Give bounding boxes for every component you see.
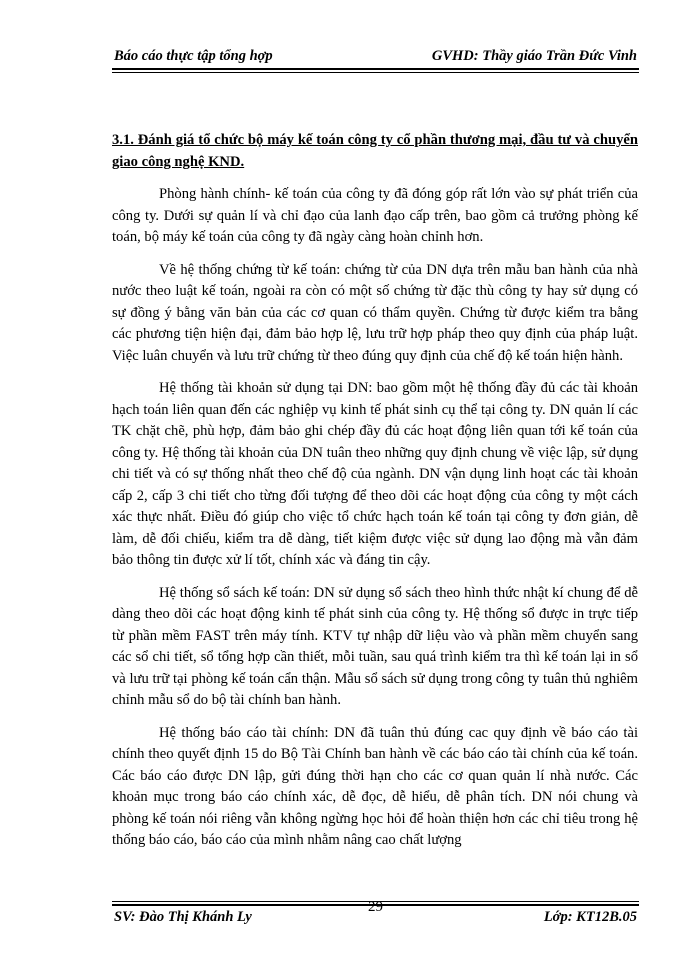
paragraph-ledgers: Hệ thống sổ sách kế toán: DN sử dụng sổ sách theo hình thức nhật kí chung để dễ dàng theo dõi các hoạt động kinh tế phát sinh của công ty. Hệ thống sổ được in trực tiếp từ phần mềm FAST trên máy tính. KTV tự nhập dữ liệu vào và phần mềm chuyển sang các sổ chi tiết, sổ tổng hợp cần thiết, mỗi tuần, sau quá trình kiểm tra thì kế toán lại in sổ và lưu trữ tại phòng kế toán cẩn thận. Mẫu sổ sách sử dụng trong công ty tuân thủ nghiêm chỉnh mẫu sổ do bộ tài chính ban hành.: [112, 584, 638, 708]
header-report-title: Báo cáo thực tập tổng hợp: [114, 48, 273, 64]
header-supervisor: GVHD: Thầy giáo Trần Đức Vinh: [431, 48, 637, 64]
page-number: 29: [368, 899, 383, 915]
paragraph-accounting-department: Phòng hành chính- kế toán của công ty đã đóng góp rất lớn vào sự phát triển của công ty. Dưới sự quản lí và chỉ đạo của lanh đạo cấp trên, bao gồm cả trưởng phòng kế toán, bộ máy kế toán của công ty đã ngày càng hoàn chỉnh hơn.: [112, 186, 638, 245]
footer-student: SV: Đào Thị Khánh Ly: [114, 909, 252, 925]
page-footer: [112, 899, 639, 931]
page-body: [112, 130, 638, 863]
paragraph-vouchers: Về hệ thống chứng từ kế toán: chứng từ của DN dựa trên mẫu ban hành của nhà nước theo luật kế toán, ngoài ra còn có một số chứng từ đặc thù công ty hay sử dụng có sự đồng ý bằng văn bản của các cơ quan có thẩm quyền. Chứng từ được kiểm tra bằng các phương tiện hiện đại, đảm bảo hợp lệ, lưu trữ hợp pháp theo quy định của pháp luật. Việc luân chuyển và lưu trữ chứng từ theo đúng quy định của chế độ kế toán hiện hành.: [112, 261, 638, 364]
section-title: 3.1. Đánh giá tổ chức bộ máy kế toán công ty cổ phần thương mại, đầu tư và chuyển giao công nghệ KND.: [112, 132, 638, 170]
paragraph-financial-reports: Hệ thống báo cáo tài chính: DN đã tuân thủ đúng cac quy định về báo cáo tài chính theo quyết định 15 do Bộ Tài Chính ban hành về các báo cáo tài chính của kế toán. Các báo cáo được DN lập, gửi đúng thời hạn cho các cơ quan quản lí nhà nước. Các khoản mục trong báo cáo chính xác, dễ đọc, dễ hiểu, dễ phân tích. DN nói chung và phòng kế toán nói riêng vẫn không ngừng học hỏi để hoàn thiện hơn các chỉ tiêu trong hệ thống báo cáo, báo cáo của mình nhằm nâng cao chất lượng: [112, 724, 638, 848]
header-rule: [112, 68, 639, 73]
footer-class: Lớp: KT12B.05: [543, 909, 637, 925]
paragraph-accounts: Hệ thống tài khoản sử dụng tại DN: bao gồm một hệ thống đầy đủ các tài khoản hạch toán liên quan đến các nghiệp vụ kinh tế phát sinh cụ thể tại công ty. DN quản lí các TK chặt chẽ, phù hợp, đảm bảo ghi chép đầy đủ các hoạt động liên quan tới kế toán của công ty. Hệ thống tài khoản của DN tuân theo những quy định chung về việc lập, sử dụng chi tiết và có sự thống nhất theo chế độ của ngành. DN vận dụng linh hoạt các tài khoản cấp 2, cấp 3 chi tiết cho từng đối tượng để theo dõi các hoạt động của công ty một cách xác thực nhất. Điều đó giúp cho việc tổ chức hạch toán kế toán tại công ty đơn giản, dễ làm, dễ đối chiếu, kiểm tra dễ dàng, tiết kiệm được việc sử dụng lao động mà vẫn đảm bảo thông tin được xử lí tốt, chính xác và đáng tin cậy.: [112, 380, 638, 568]
